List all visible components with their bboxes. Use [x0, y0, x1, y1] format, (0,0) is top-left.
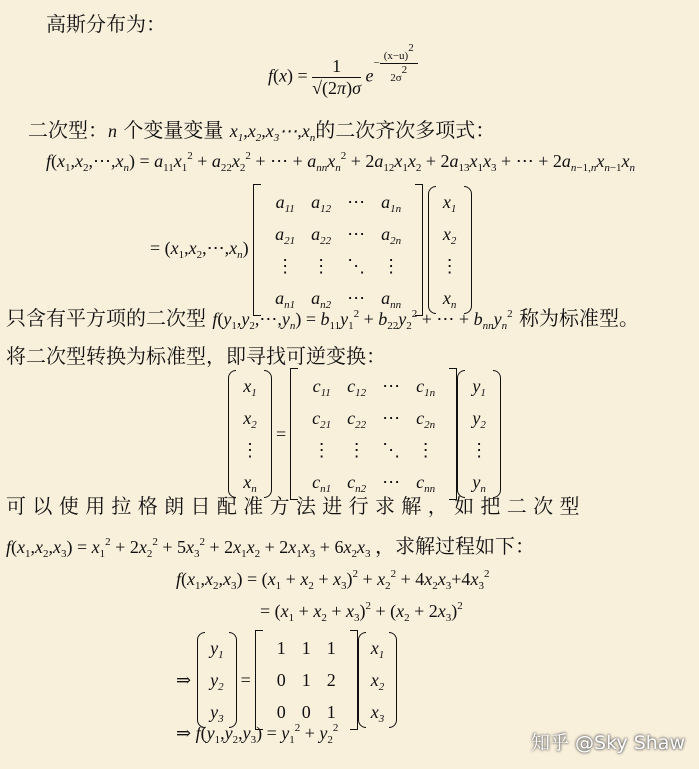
- gauss-formula: f(x) = $\frac{1}{√(2\pi)\sigma}$ $e^{- \frac{(x-u)^2}{2\sigma^2}}$: [268, 42, 418, 99]
- convert-text: 将二次型转换为标准型，即寻找可逆变换：: [6, 344, 386, 368]
- example-quadratic: $f(x_1,x_2,x_3) = x_1^2 + 2x_2^2 + 5x_3^2 + 2x_1x_2 + 2x_1x_3 + 6x_2x_3$ ，求解过程如下：: [6, 534, 535, 560]
- quad-form-intro: 二次型：n 个变量变量 $x_1,x_2,x_3\cdots,x_n$的二次齐次多项式：: [28, 118, 496, 144]
- quad-form-expansion: $f(x_1,x_2,\cdots,x_n) = a_{11}x_1^2 + a_{22}x_2^2$ + ⋯ + $a_{nn}x_n^2 + 2a_{12}x_1x_2 + 2a_{13}x_1x_3$ + ⋯ + $2a_{n-1,n}x_{n-1}x_n$: [46, 150, 636, 174]
- canonical-def: 只含有平方项的二次型 $f(y_1,y_2,\cdots,y_n) = b_{11}y_1^2 + b_{22}y_2^2$ + ⋯ + $b_{nn}y_n^2$ 称为标准型。: [6, 306, 639, 332]
- step-1: $f(x_1,x_2,x_3) = (x_1 + x_2 + x_3)^2 + x_2^2 + 4x_2x_3+4x_3^2$: [176, 568, 490, 592]
- transform-equation: $x_1$ $x_2$ ⋮ $x_n$ = $c_{11}$ $c_{12}$ ⋯ $c_{1n}$ $c_{21}$ $c_{22}$ ⋯ $c_{2n}$ ⋮ ⋮ ⋱ ⋮ $c_{n1}$ $c_{n2}$ ⋯ $c_{nn}$ $y_1$ $y_2$ ⋮ $y_n$: [228, 368, 501, 500]
- matrix-form: = $(x_1,x_2,\cdots,x_n)$ $a_{11}$ $a_{12}$ ⋯ $a_{1n}$ $a_{21}$ $a_{22}$ ⋯ $a_{2n}$ ⋮ ⋮ ⋱ ⋮ $a_{n1}$ $a_{n2}$ ⋯ $a_{nn}$ $x_1$ $x_2$ ⋮ $x_n$: [150, 184, 472, 316]
- zhihu-watermark: 知乎 @Sky Shaw: [531, 732, 685, 754]
- gauss-title: 高斯分布为：: [46, 12, 166, 36]
- step-3-matrix: ⇒ $y_1$ $y_2$ $y_3$ = 1 1 1 0 1 2 0 0 1 $x_1$ $x_2$ $x_3$: [176, 630, 397, 730]
- lagrange-text: 可 以 使 用 拉 格 朗 日 配 准 方 法 进 行 求 解 ， 如 把 二 次 型: [6, 494, 580, 518]
- step-2: = $(x_1 + x_2 + x_3)^2 + (x_2 + 2x_3)^2$: [260, 600, 463, 624]
- step-4: ⇒ $f(y_1,y_2,y_3) = y_1^2 + y_2^2$: [176, 722, 339, 746]
